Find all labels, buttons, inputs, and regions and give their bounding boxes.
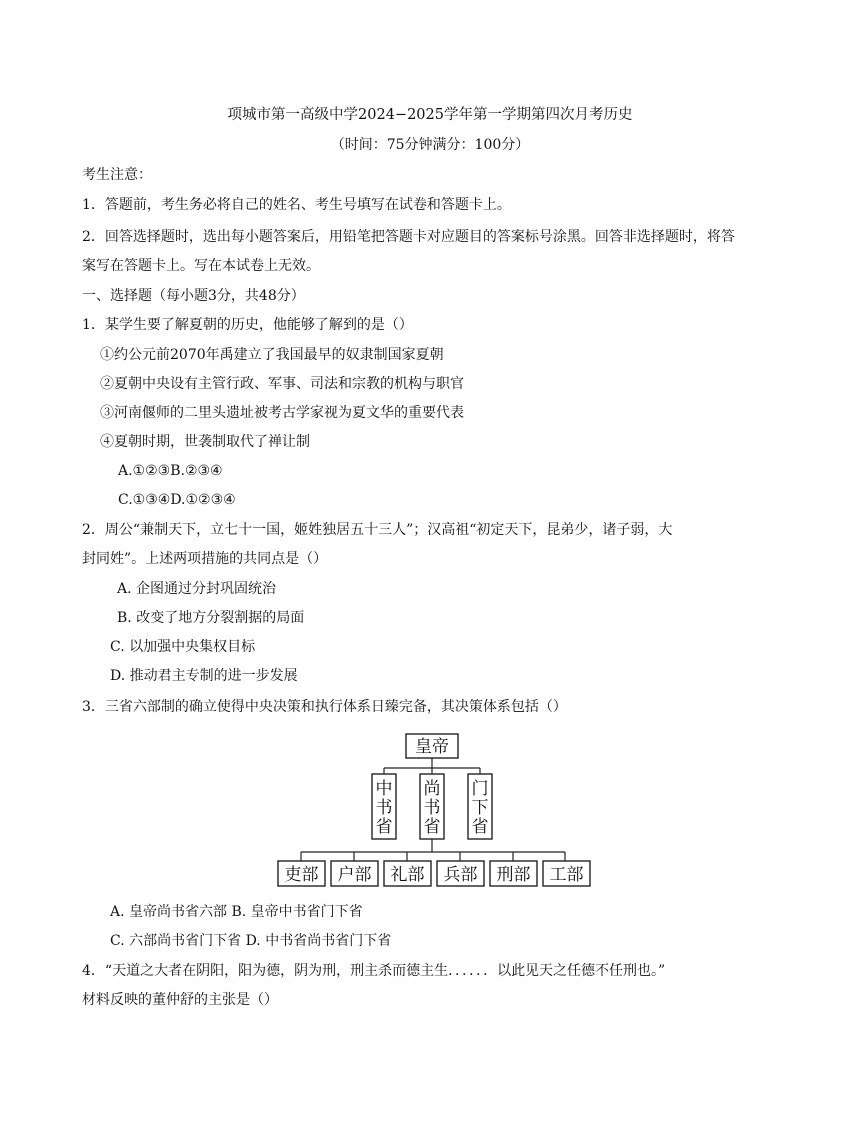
q4-stem-line1: 4．“天道之大者在阴阳，阳为德，阴为刑，刑主杀而德主生．．．．．．以此见天之任德不任刑也。” <box>82 963 666 979</box>
q2-stem-line2: 封同姓”。上述两项措施的共同点是（） <box>82 551 328 567</box>
q3-options-row1: A. 皇帝尚书省六部 B. 皇帝中书省门下省 <box>110 904 363 920</box>
q1-statement-3: ③河南偃师的二里头遗址被考古学家视为夏文华的重要代表 <box>100 405 464 421</box>
q1-options-row1: A.①②③B.②③④ <box>118 463 223 479</box>
ministry-works-label: 工部 <box>549 865 584 885</box>
q1-stem: 1．某学生要了解夏朝的历史，他能够了解到的是（） <box>82 317 413 333</box>
three-departments-six-ministries-diagram <box>276 732 592 890</box>
exam-subtitle: （时间：75分钟满分：100分） <box>330 137 530 153</box>
q2-stem-line1: 2．周公“兼制天下，立七十一国，姬姓独居五十三人”；汉高祖“初定天下，昆弟少，诸子弱，大 <box>82 522 673 538</box>
q1-statement-1: ①约公元前2070年禹建立了我国最早的奴隶制国家夏朝 <box>100 347 444 363</box>
zhongshu-label: 中书省 <box>375 779 393 837</box>
emperor-box <box>406 734 458 758</box>
q2-option-b: B. 改变了地方分裂割据的局面 <box>117 610 305 626</box>
ministry-war-box <box>437 861 484 886</box>
ministry-revenue-label: 户部 <box>337 865 372 885</box>
q3-options-row2: C. 六部尚书省门下省 D. 中书省尚书省门下省 <box>110 933 392 949</box>
zhongshu-box <box>372 774 396 839</box>
emperor-label: 皇帝 <box>415 737 449 757</box>
ministry-justice-box <box>490 861 537 886</box>
ministry-rites-box <box>384 861 431 886</box>
q2-option-a: A. 企图通过分封巩固统治 <box>117 581 277 597</box>
menxia-box <box>468 774 492 839</box>
notice-item-2: 2．回答选择题时，选出每小题答案后，用铅笔把答题卡对应题目的答案标号涂黑。回答非选择题时，将答 <box>82 229 735 245</box>
q1-statement-2: ②夏朝中央设有主管行政、军事、司法和宗教的机构与职官 <box>100 376 464 392</box>
shangshu-label: 尚书省 <box>423 779 441 837</box>
ministry-personnel-box <box>278 861 325 886</box>
q1-statement-4: ④夏朝时期，世袭制取代了禅让制 <box>100 434 310 450</box>
ministry-justice-label: 刑部 <box>496 865 531 885</box>
notice-label: 考生注意： <box>82 167 152 183</box>
notice-item-2-cont: 案写在答题卡上。写在本试卷上无效。 <box>82 258 320 274</box>
q2-option-d: D. 推动君主专制的进一步发展 <box>110 668 298 684</box>
notice-item-1: 1．答题前，考生务必将自己的姓名、考生号填写在试卷和答题卡上。 <box>82 197 511 213</box>
section-title: 一、选择题（每小题3分，共48分） <box>82 288 305 304</box>
ministry-works-box <box>543 861 590 886</box>
ministry-rites-label: 礼部 <box>390 865 425 885</box>
exam-title: 项城市第一高级中学2024−2025学年第一学期第四次月考历史 <box>227 107 633 123</box>
q3-stem: 3．三省六部制的确立使得中央决策和执行体系日臻完备，其决策体系包括（） <box>82 699 567 715</box>
ministry-personnel-label: 吏部 <box>284 865 319 885</box>
menxia-label: 门下省 <box>471 779 489 837</box>
ministry-revenue-box <box>331 861 378 886</box>
q4-stem-line2: 材料反映的董仲舒的主张是（） <box>82 992 278 1008</box>
shangshu-box <box>420 774 444 839</box>
q2-option-c: C. 以加强中央集权目标 <box>110 639 256 655</box>
q1-options-row2: C.①③④D.①②③④ <box>118 492 236 508</box>
ministry-war-label: 兵部 <box>443 865 478 885</box>
